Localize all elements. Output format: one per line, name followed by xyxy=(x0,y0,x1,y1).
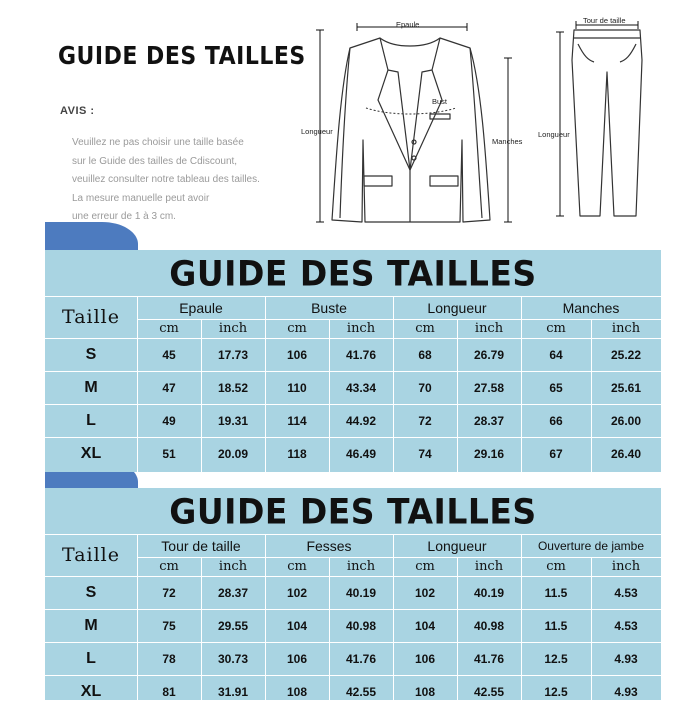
avis-line: une erreur de 1 à 3 cm. xyxy=(72,211,176,222)
unit-header: cm xyxy=(546,321,566,336)
table-cell: 42.55 xyxy=(345,684,377,699)
table-cell: 40.98 xyxy=(345,618,377,633)
table-cell: 66 xyxy=(549,413,563,428)
avis-line: Veuillez ne pas choisir une taille basée xyxy=(72,137,244,148)
table-cell: 26.40 xyxy=(610,446,642,461)
table-cell: 4.53 xyxy=(614,585,638,600)
size-label: M xyxy=(84,378,98,396)
table-cell: 12.5 xyxy=(544,651,568,666)
size-label: XL xyxy=(80,444,102,462)
table-cell: 20.09 xyxy=(217,446,249,461)
table-cell: 78 xyxy=(162,651,176,666)
unit-header: cm xyxy=(287,559,307,574)
table-cell: 41.76 xyxy=(473,651,505,666)
table-cell: 11.5 xyxy=(544,618,568,633)
label-longueur-pants: Longueur xyxy=(538,130,570,139)
table-cell: 49 xyxy=(162,413,176,428)
table-cell: 64 xyxy=(549,347,563,362)
unit-header: inch xyxy=(218,321,248,336)
unit-header: inch xyxy=(474,559,504,574)
size-table-jacket xyxy=(45,250,661,472)
table-title: GUIDE DES TAILLES xyxy=(169,252,537,294)
unit-header: inch xyxy=(474,321,504,336)
table-cell: 26.00 xyxy=(610,413,642,428)
avis-label: AVIS : xyxy=(60,105,95,117)
table-cell: 108 xyxy=(414,684,436,699)
table-title: GUIDE DES TAILLES xyxy=(169,490,537,532)
table-cell: 41.76 xyxy=(345,347,377,362)
size-label: L xyxy=(86,411,96,429)
unit-header: inch xyxy=(346,559,376,574)
size-table-pants xyxy=(45,488,661,700)
size-label: L xyxy=(86,649,96,667)
group-header-longueur: Longueur xyxy=(427,299,487,316)
table-cell: 51 xyxy=(162,446,176,461)
table-cell: 70 xyxy=(418,380,432,395)
page-title: GUIDE DES TAILLES xyxy=(58,42,306,71)
table-cell: 4.53 xyxy=(614,618,638,633)
table-cell: 25.22 xyxy=(610,347,642,362)
unit-header: inch xyxy=(346,321,376,336)
table-cell: 17.73 xyxy=(217,347,249,362)
table-cell: 18.52 xyxy=(217,380,249,395)
unit-header: cm xyxy=(415,559,435,574)
group-header-tour-de-taille: Tour de taille xyxy=(161,537,241,554)
table-cell: 26.79 xyxy=(473,347,505,362)
label-bust: Bust xyxy=(432,97,448,106)
group-header-manches: Manches xyxy=(562,299,620,316)
avis-line: sur le Guide des tailles de Cdiscount, xyxy=(72,155,238,167)
tab-decoration xyxy=(45,222,138,252)
label-manches: Manches xyxy=(492,137,523,146)
garment-diagram xyxy=(0,0,700,240)
table-cell: 12.5 xyxy=(544,684,568,699)
size-label: S xyxy=(85,345,97,363)
table-cell: 30.73 xyxy=(217,651,249,666)
unit-header: cm xyxy=(415,321,435,336)
table-cell: 118 xyxy=(287,446,307,461)
table-cell: 106 xyxy=(414,651,436,666)
table-cell: 25.61 xyxy=(610,380,642,395)
table-cell: 47 xyxy=(162,380,176,395)
table-cell: 44.92 xyxy=(345,413,377,428)
group-header-buste: Buste xyxy=(311,299,347,316)
size-label: S xyxy=(85,583,97,601)
table-cell: 114 xyxy=(287,413,307,428)
table-cell: 102 xyxy=(414,585,436,600)
table-cell: 45 xyxy=(162,347,176,362)
table-cell: 74 xyxy=(418,446,432,461)
taille-header: Taille xyxy=(62,306,120,328)
group-header-longueur: Longueur xyxy=(427,537,487,554)
table-cell: 43.34 xyxy=(345,380,377,395)
table-cell: 19.31 xyxy=(217,413,249,428)
table-cell: 68 xyxy=(418,347,432,362)
table-cell: 4.93 xyxy=(614,651,638,666)
table-cell: 40.98 xyxy=(473,618,505,633)
unit-header: cm xyxy=(159,321,179,336)
table-cell: 42.55 xyxy=(473,684,505,699)
table-cell: 40.19 xyxy=(473,585,505,600)
size-label: XL xyxy=(80,682,102,700)
label-epaule: Epaule xyxy=(396,20,420,29)
table-cell: 46.49 xyxy=(345,446,377,461)
table-cell: 41.76 xyxy=(345,651,377,666)
avis-line: La mesure manuelle peut avoir xyxy=(72,192,210,204)
table-cell: 11.5 xyxy=(544,585,568,600)
table-cell: 110 xyxy=(287,380,307,395)
table-cell: 28.37 xyxy=(217,585,249,600)
table-cell: 104 xyxy=(414,618,436,633)
table-cell: 29.16 xyxy=(473,446,505,461)
table-cell: 28.37 xyxy=(473,413,505,428)
unit-header: cm xyxy=(159,559,179,574)
unit-header: inch xyxy=(611,321,641,336)
group-header-fesses: Fesses xyxy=(306,537,352,554)
table-cell: 27.58 xyxy=(473,380,505,395)
table-cell: 65 xyxy=(549,380,563,395)
jacket-illustration xyxy=(332,38,490,222)
unit-header: cm xyxy=(546,559,566,574)
pants-illustration xyxy=(572,30,642,216)
table-cell: 102 xyxy=(286,585,308,600)
group-header-epaule: Epaule xyxy=(179,299,223,316)
table-cell: 40.19 xyxy=(345,585,377,600)
table-cell: 104 xyxy=(286,618,308,633)
table-cell: 108 xyxy=(286,684,308,699)
table-cell: 81 xyxy=(162,684,176,699)
table-cell: 67 xyxy=(549,446,563,461)
table-cell: 72 xyxy=(162,585,176,600)
table-cell: 4.93 xyxy=(614,684,638,699)
table-cell: 106 xyxy=(286,347,308,362)
avis-line: veuillez consulter notre tableau des tailles. xyxy=(72,174,260,185)
table-cell: 106 xyxy=(286,651,308,666)
group-header-ouverture-de-jambe: Ouverture de jambe xyxy=(537,538,645,553)
unit-header: inch xyxy=(611,559,641,574)
unit-header: cm xyxy=(287,321,307,336)
table-cell: 75 xyxy=(162,618,176,633)
label-tour-de-taille: Tour de taille xyxy=(583,16,626,25)
table-cell: 72 xyxy=(418,413,432,428)
label-longueur-jacket: Longueur xyxy=(301,127,333,136)
unit-header: inch xyxy=(218,559,248,574)
size-label: M xyxy=(84,616,98,634)
taille-header: Taille xyxy=(62,544,120,566)
table-cell: 29.55 xyxy=(217,618,249,633)
table-cell: 31.91 xyxy=(217,684,249,699)
